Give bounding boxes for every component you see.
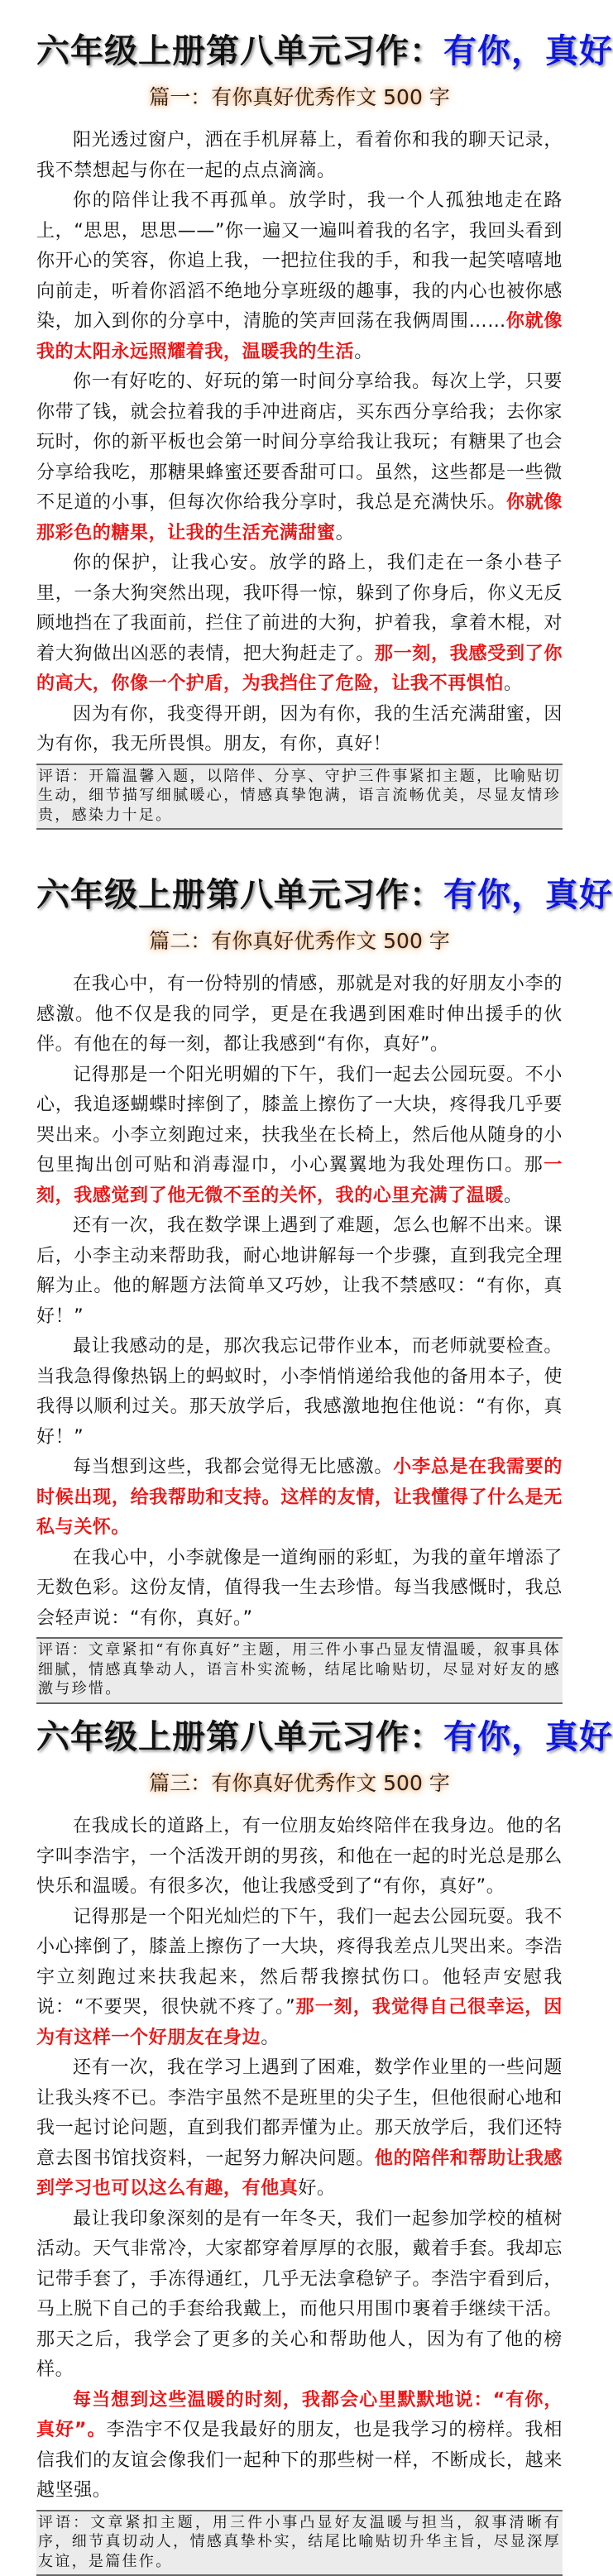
emphasis-text: 每当想到这些温暖的时刻，我都会心里默默地说：“有你，真好”。 xyxy=(36,2390,563,2441)
paragraph-text: 在我成长的道路上，有一位朋友始终陪伴在我身边。他的名字叫李浩宇，一个活泼开朗的男孩，和他在一起的时光总是那么快乐和温暖。有很多次，他让我感受到了“有你，真好”。 xyxy=(36,1816,563,1897)
page-title xyxy=(36,870,563,920)
review-comment: 评语：文章紧扣“有你真好”主题，用三件小事凸显友情温暖，叙事具体细腻，情感真挚动人，语言朴实流畅，结尾比喻贴切，尽显对好友的感激与珍惜。 xyxy=(36,1637,563,1704)
essay-body xyxy=(36,126,563,760)
emphasis-text: 你就像那彩色的糖果，让我的生活充满甜蜜 xyxy=(36,492,563,543)
paragraph-text: 。 xyxy=(504,673,523,694)
paragraph xyxy=(36,970,563,1061)
paragraph-text: 还有一次，我在学习上遇到了困难，数学作业里的一些问题让我头疼不已。李浩宇虽然不是班里的尖子生，但他很耐心地和我一起讨论问题，直到我们都弄懂为止。那天放学后，我们还特意去图书馆找资料，一起努力解决问题。 xyxy=(36,2057,563,2169)
review-comment: 评语：开篇温馨入题，以陪伴、分享、守护三件事紧扣主题，比喻贴切生动，细节描写细腻暖心，情感真挚饱满，语言流畅优美，尽显友情珍贵，感染力十足。 xyxy=(36,764,563,831)
paragraph-text: 每当想到这些，我都会觉得无比感激。 xyxy=(73,1457,393,1477)
paragraph-text: 。 xyxy=(261,2028,280,2048)
page-title xyxy=(36,1712,563,1762)
paragraph-text: 在我心中，小李就像是一道绚丽的彩虹，为我的童年增添了无数色彩。这份友情，值得我一生去珍惜。每当我感慨时，我总会轻声说：“有你，真好。” xyxy=(36,1548,563,1629)
title-prefix: 六年级上册第八单元习作： xyxy=(36,32,443,70)
title-prefix: 六年级上册第八单元习作： xyxy=(36,1718,443,1756)
subtitle-text: 篇一：有你真好优秀作文 500 字 xyxy=(146,85,453,109)
paragraph-text: 。 xyxy=(354,342,373,362)
essay-section xyxy=(36,844,563,1704)
paragraph xyxy=(36,1332,563,1453)
paragraph-text: 记得那是一个阳光明媚的下午，我们一起去公园玩耍。不小心，我追逐蝴蝶时摔倒了，膝盖上擦伤了一大块，疼得我几乎要哭出来。小李立刻跑过来，扶我坐在长椅上，然后他从随身的小包里掏出创可贴和消毒湿巾，小心翼翼地为我处理伤口。那 xyxy=(36,1065,563,1176)
emphasis-text: 一刻，我感觉到了他无微不至的关怀，我的心里充满了温暖 xyxy=(36,1155,563,1206)
paragraph-text: 你的陪伴让我不再孤单。放学时，我一个人孤独地走在路上，“思思，思思——”你一遍又一遍叫着我的名字，我回头看到你开心的笑容，你追上我，一把拉住我的手，和我一起笑嘻嘻地向前走，听着你滔滔不绝地分享班级的趣事，我的内心也被你感染，加入到你的分享中，清脆的笑声回荡在我俩周围…… xyxy=(36,190,563,332)
paragraph xyxy=(36,1903,563,2054)
essay-section xyxy=(36,0,563,830)
paragraph-text: 好。 xyxy=(298,2178,335,2199)
paragraph-text: 。 xyxy=(336,523,355,543)
paragraph xyxy=(36,2053,563,2205)
paragraph-text: 你一有好吃的、好玩的第一时间分享给我。每次上学，只要你带了钱，就会拉着我的手冲进商店，买东西分享给我；去你家玩时，你的新平板也会第一时间分享给我让我玩；有糖果了也会分享给我吃，那糖果蜂蜜还要香甜可口。虽然，这些都是一些微不足道的小事，但每次你给我分享时，我总是充满快乐。 xyxy=(36,371,563,513)
paragraph xyxy=(36,2386,563,2507)
paragraph xyxy=(36,1453,563,1544)
paragraph-text: 因为有你，我变得开朗，因为有你，我的生活充满甜蜜，因为有你，我无所畏惧。朋友，有你，真好！ xyxy=(36,704,563,755)
paragraph-text: 最让我感动的是，那次我忘记带作业本，而老师就要检查。当我急得像热锅上的蚂蚁时，小李悄悄递给我他的备用本子，使我得以顺利过关。那天放学后，我感激地抱住他说：“有你，真好！” xyxy=(36,1336,563,1448)
paragraph-text: 还有一次，我在数学课上遇到了难题，怎么也解不出来。课后，小李主动来帮助我，耐心地讲解每一个步骤，直到我完全理解为止。他的解题方法简单又巧妙，让我不禁感叹：“有你，真好！” xyxy=(36,1215,563,1327)
paragraph-text: 阳光透过窗户，洒在手机屏幕上，看着你和我的聊天记录，我不禁想起与你在一起的点点滴滴。 xyxy=(36,130,563,181)
emphasis-text: 小李总是在我需要的时候出现，给我帮助和支持。这样的友情，让我懂得了什么是无私与关怀。 xyxy=(36,1457,563,1538)
emphasis-text: 他的陪伴和帮助让我感到学习也可以这么有趣，有他真 xyxy=(36,2148,563,2200)
essay-body xyxy=(36,1812,563,2507)
title-highlight: 有你，真好 xyxy=(443,1718,613,1756)
essay-subtitle xyxy=(36,1767,563,1800)
paragraph-text: 你的保护，让我心安。放学的路上，我们走在一条小巷子里，一条大狗突然出现，我吓得一惊，躲到了你身后，你义无反顾地挡在了我面前，拦住了前进的大狗，护着我，拿着木棍，对着大狗做出凶恶的表情，把大狗赶走了。 xyxy=(36,553,563,664)
paragraph xyxy=(36,1544,563,1635)
paragraph xyxy=(36,126,563,186)
paragraph xyxy=(36,548,563,700)
essay-subtitle xyxy=(36,925,563,958)
paragraph xyxy=(36,1211,563,1332)
title-highlight: 有你，真好 xyxy=(443,32,613,70)
page-title xyxy=(36,26,563,76)
paragraph xyxy=(36,186,563,367)
review-comment: 评语：文章紧扣主题，用三件小事凸显好友温暖与担当，叙事清晰有序，细节真切动人，情感真挚朴实，结尾比喻贴切升华主旨，尽显深厚友谊，是篇佳作。 xyxy=(36,2510,563,2576)
paragraph xyxy=(36,2205,563,2386)
paragraph-text: 。 xyxy=(504,1185,523,1206)
paragraph-text: 在我心中，有一份特别的情感，那就是对我的好朋友小李的感激。他不仅是我的同学，更是在我遇到困难时伸出援手的伙伴。有他在的每一刻，都让我感到“有你，真好”。 xyxy=(36,974,563,1055)
emphasis-text: 那一刻，我感受到了你的高大，你像一个护盾，为我挡住了危险，让我不再惧怕 xyxy=(36,644,563,695)
paragraph xyxy=(36,1061,563,1212)
essay-section xyxy=(36,1686,563,2576)
essay-body xyxy=(36,970,563,1634)
title-highlight: 有你，真好 xyxy=(443,876,613,914)
emphasis-text: 你就像我的太阳永远照耀着我，温暖我的生活 xyxy=(36,311,563,362)
paragraph-text: 李浩宇不仅是我最好的朋友，也是我学习的榜样。我相信我们的友谊会像我们一起种下的那些树一样，不断成长，越来越坚强。 xyxy=(36,2420,563,2501)
title-prefix: 六年级上册第八单元习作： xyxy=(36,876,443,914)
paragraph-text: 最让我印象深刻的是有一年冬天，我们一起参加学校的植树活动。天气非常冷，大家都穿着厚厚的衣服，戴着手套。我却忘记带手套了，手冻得通红，几乎无法拿稳铲子。李浩宇看到后，马上脱下自己的手套给我戴上，而他只用围巾裹着手继续干活。那天之后，我学会了更多的关心和帮助他人，因为有了他的榜样。 xyxy=(36,2209,563,2381)
subtitle-text: 篇三：有你真好优秀作文 500 字 xyxy=(146,1771,453,1795)
emphasis-text: 那一刻，我觉得自己很幸运，因为有这样一个好朋友在身边 xyxy=(36,1997,563,2048)
subtitle-text: 篇二：有你真好优秀作文 500 字 xyxy=(146,929,453,953)
paragraph xyxy=(36,1812,563,1903)
paragraph-text: 记得那是一个阳光灿烂的下午，我们一起去公园玩耍。我不小心摔倒了，膝盖上擦伤了一大块，疼得我差点儿哭出来。李浩宇立刻跑过来扶我起来，然后帮我擦拭伤口。他轻声安慰我说：“不要哭，很快就不疼了。” xyxy=(36,1907,563,2018)
essay-subtitle xyxy=(36,81,563,114)
paragraph xyxy=(36,367,563,548)
paragraph xyxy=(36,700,563,760)
